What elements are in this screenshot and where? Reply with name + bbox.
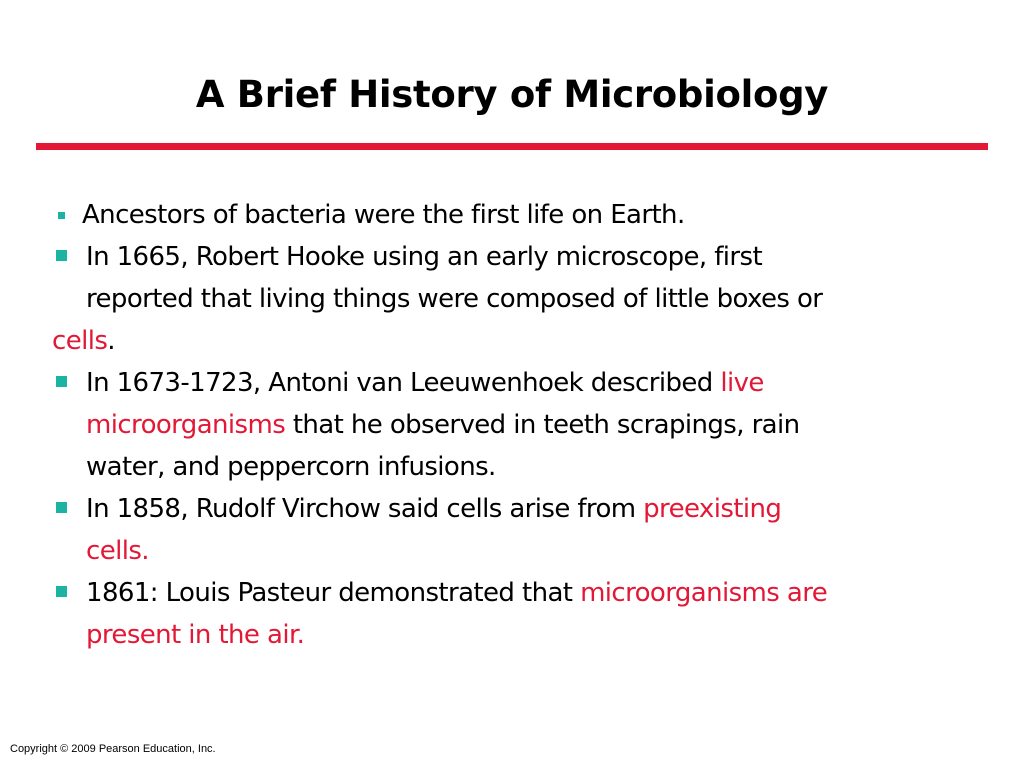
bullet-line: [52, 320, 1002, 362]
bullet-line: [86, 488, 1002, 530]
bullet-item: [52, 572, 1002, 656]
bullet-line: [86, 278, 1002, 320]
highlight-text: microorganisms: [86, 410, 286, 440]
highlight-text: cells.: [86, 536, 149, 566]
highlight-text: live: [720, 368, 764, 398]
bullet-list: [52, 194, 1002, 656]
highlight-text: cells: [52, 326, 108, 356]
bullet-line: [82, 194, 1002, 236]
bullet-item: [52, 236, 1002, 362]
square-bullet-icon: [56, 502, 67, 513]
highlight-text: microorganisms are: [580, 578, 828, 608]
bullet-item: [52, 362, 1002, 488]
bullet-item: [52, 488, 1002, 572]
text-run: water, and peppercorn infusions.: [86, 452, 496, 482]
copyright-notice: Copyright © 2009 Pearson Education, Inc.: [10, 743, 216, 755]
bullet-item: [52, 194, 1002, 236]
bullet-line: [86, 446, 1002, 488]
bullet-line: [86, 236, 1002, 278]
bullet-line: [86, 404, 1002, 446]
bullet-line: [86, 572, 1002, 614]
text-run: In 1665, Robert Hooke using an early microscope, first: [86, 242, 763, 272]
bullet-line: [86, 530, 1002, 572]
text-run: .: [107, 326, 115, 356]
square-bullet-icon: [56, 376, 67, 387]
square-bullet-icon: [56, 250, 67, 261]
square-bullet-icon: [56, 586, 67, 597]
highlight-text: present in the air.: [86, 620, 305, 650]
slide-title: A Brief History of Microbiology: [195, 73, 829, 116]
text-run: In 1673-1723, Antoni van Leeuwenhoek described: [86, 368, 721, 398]
square-bullet-icon: [58, 212, 65, 219]
text-run: reported that living things were composed of little boxes or: [86, 284, 823, 314]
text-run: 1861: Louis Pasteur demonstrated that: [86, 578, 581, 608]
bullet-line: [86, 362, 1002, 404]
text-run: Ancestors of bacteria were the first life on Earth.: [82, 200, 685, 230]
title-divider: [36, 143, 988, 150]
highlight-text: preexisting: [643, 494, 782, 524]
bullet-line: [86, 614, 1002, 656]
text-run: that he observed in teeth scrapings, rain: [285, 410, 800, 440]
text-run: In 1858, Rudolf Virchow said cells arise from: [86, 494, 644, 524]
